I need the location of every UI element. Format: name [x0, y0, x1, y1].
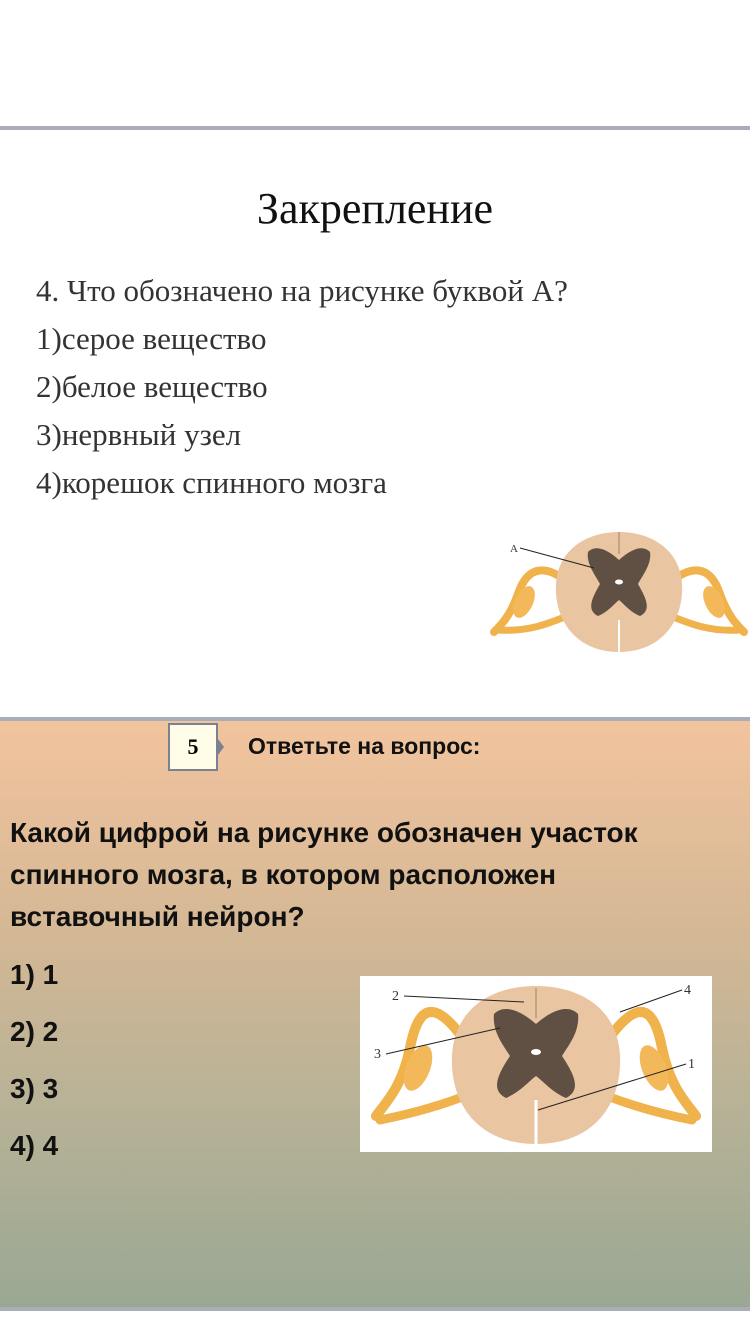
question-number-badge: 5	[168, 723, 218, 771]
badge-pointer-icon	[218, 739, 224, 755]
slide-title: Закрепление	[256, 184, 494, 233]
figure-label-4: 4	[684, 983, 691, 998]
answer-option-2: 2) 2	[10, 1016, 59, 1047]
figure-label-2: 2	[392, 989, 399, 1004]
spinal-cord-figure	[488, 524, 750, 659]
slide-question-5	[0, 721, 750, 1307]
top-separator	[0, 126, 750, 130]
question-line-2: спинного мозга, в котором расположен	[10, 859, 557, 890]
answer-option-4: 4) 4	[10, 1130, 59, 1161]
answer-option-1: 1)серое вещество	[36, 321, 267, 356]
bottom-separator	[0, 1307, 750, 1311]
question-line-3: вставочный нейрон?	[10, 901, 305, 932]
slide-heading: Ответьте на вопрос:	[248, 733, 481, 759]
slide-consolidation	[0, 131, 750, 717]
question-text: 4. Что обозначено на рисунке буквой А?	[36, 273, 568, 308]
answer-option-2: 2)белое вещество	[36, 369, 268, 404]
answer-option-3: 3) 3	[10, 1073, 59, 1104]
answer-option-1: 1) 1	[10, 959, 59, 990]
figure-label-3: 3	[374, 1047, 381, 1062]
spinal-cord-figure-numbered	[360, 976, 712, 1152]
answer-option-3: 3)нервный узел	[36, 417, 242, 452]
figure-label-1: 1	[688, 1057, 695, 1072]
answer-option-4: 4)корешок спинного мозга	[36, 465, 387, 500]
figure-label-a: А	[510, 543, 518, 555]
question-line-1: Какой цифрой на рисунке обозначен участок	[10, 817, 638, 848]
